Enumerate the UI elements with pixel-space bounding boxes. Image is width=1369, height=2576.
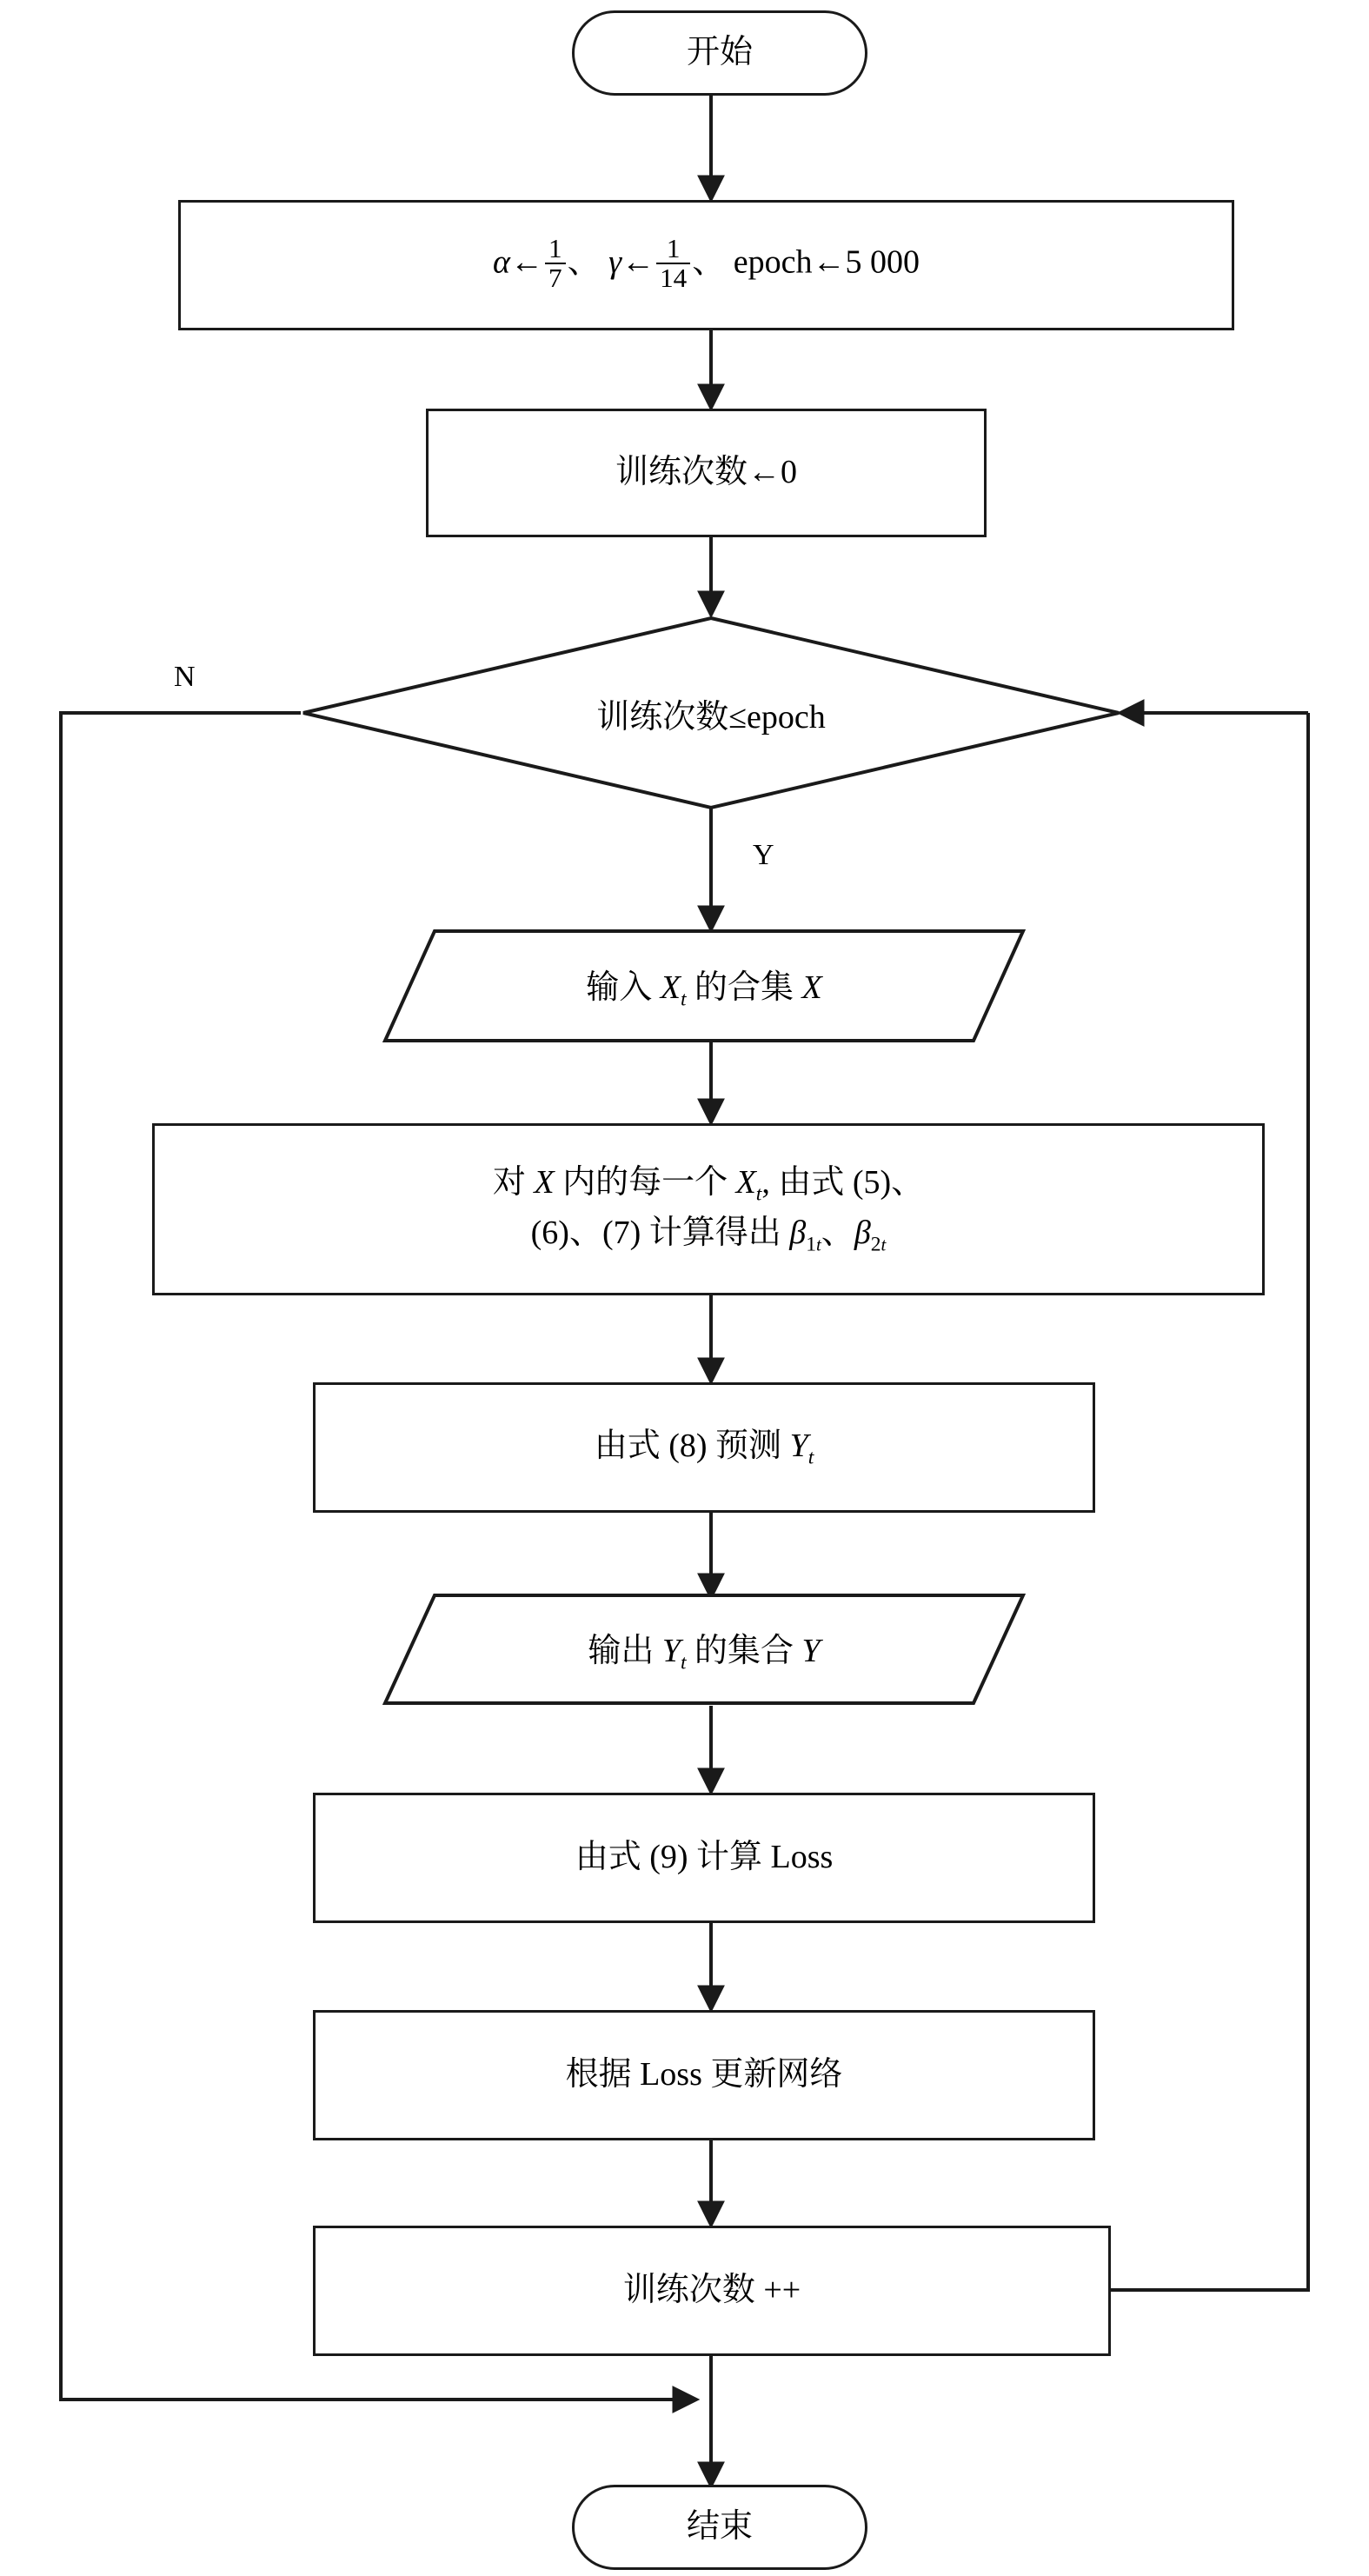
node-end-label: 结束 [686,2508,753,2546]
node-update-network [313,2010,1095,2140]
node-end [572,2485,867,2570]
separator-2: 、 [692,243,726,281]
node-compute-loss [313,1793,1095,1923]
node-start [572,10,867,96]
node-update-network-label: 根据 Loss 更新网络 [565,2056,843,2093]
alpha-fraction: $\frac{1}{7}$ [545,235,566,293]
node-initialize-parameters [178,200,1234,330]
epoch-assign: epoch←5 000 [733,243,920,281]
node-output-y-label: 输出 $Y_t$ 的集合 Y [588,1633,821,1674]
node-input-x-label: 输入 $X_t$ 的合集 X [586,969,822,1011]
node-condition [301,616,1121,810]
node-counter-init-label: 训练次数←0 [615,454,797,491]
node-predict-label: 由式 (8) 预测 $Y_t$ [594,1428,814,1469]
edge-label-no: N [174,661,196,693]
gamma-fraction: $\frac{1}{14}$ [656,235,690,293]
node-predict [313,1382,1095,1513]
node-counter-init [426,409,987,537]
node-input-x [382,929,1026,1043]
node-condition-label: 训练次数≤epoch [596,698,826,736]
node-input-x-label-wrap [382,929,1026,1043]
alpha-assign: α← [493,243,543,281]
node-compute-beta-line1: 对 X 内的每一个 $X_t$, 由式 (5)、 [492,1164,925,1206]
node-compute-beta [152,1123,1265,1295]
node-compute-beta-line2: (6)、(7) 计算得出 $\beta_{1t}$、$\beta_{2t}$ [530,1215,887,1256]
edge-label-yes: Y [753,839,774,871]
node-compute-loss-label: 由式 (9) 计算 Loss [575,1839,834,1876]
node-initialize-parameters-content [493,232,920,294]
node-output-y [382,1593,1026,1706]
node-increment-counter-label: 训练次数 ++ [622,2272,801,2309]
node-condition-label-wrap [301,616,1121,810]
node-output-y-label-wrap [382,1593,1026,1706]
gamma-assign: γ← [608,243,655,281]
separator-1: 、 [567,243,601,281]
node-increment-counter [313,2226,1111,2356]
node-start-label: 开始 [686,34,753,71]
